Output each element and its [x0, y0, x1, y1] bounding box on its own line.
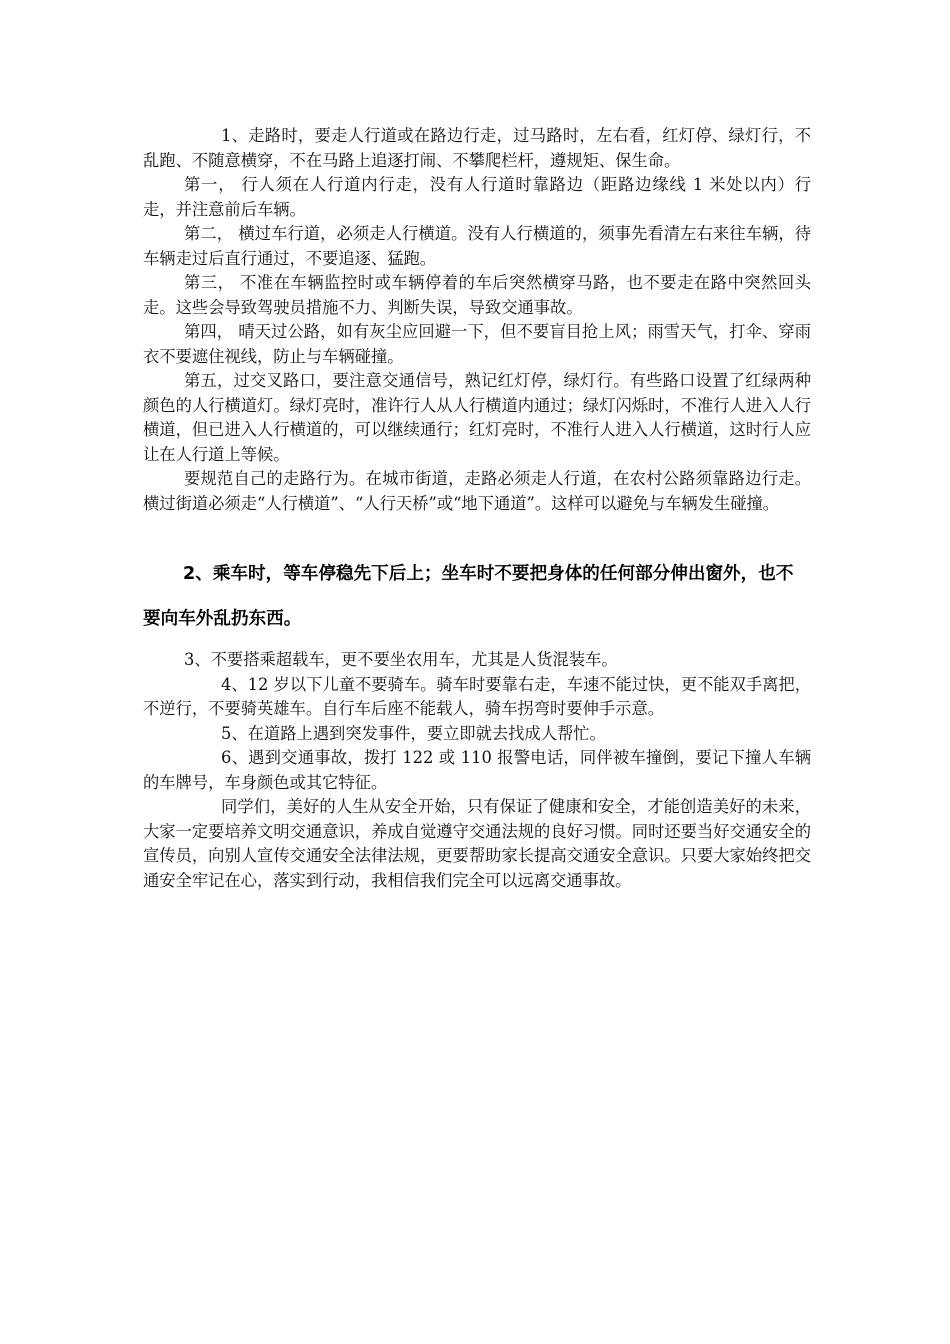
walking-rule-3: 第三， 不准在车辆监控时或车辆停着的车后突然横穿马路，也不要走在路中突然回头走。这些会导致驾驶员措施不力、判断失误，导致交通事故。: [143, 273, 811, 317]
section-other-rules: [143, 648, 811, 893]
walking-rule-2: 第二， 横过车行道，必须走人行横道。没有人行横道的，须事先看清左右来往车辆，待车辆走过后直行通过，不要追逐、猛跑。: [143, 224, 811, 268]
walking-rule-1: 第一， 行人须在人行道内行走，没有人行道时靠路边（距路边缘线 1 米处以内）行走，并注意前后车辆。: [143, 175, 811, 219]
walking-rule-5: 第五，过交叉路口，要注意交通信号，熟记红灯停，绿灯行。有些路口设置了红绿两种颜色的人行横道灯。绿灯亮时，准许行人从人行横道内通过；绿灯闪烁时，不准行人进入人行横道，但已进入人行横道的，可以继续通行；红灯亮时，不准行人进入人行横道，这时行人应让在人行道上等候。: [143, 371, 811, 464]
walking-summary: 要规范自己的走路行为。在城市街道，走路必须走人行道，在农村公路须靠路边行走。横过街道必须走“人行横道”、“人行天桥”或“地下通道”。这样可以避免与车辆发生碰撞。: [143, 469, 811, 513]
closing-paragraph: 同学们，美好的人生从安全开始，只有保证了健康和安全，才能创造美好的未来，大家一定要培养文明交通意识，养成自觉遵守交通法规的良好习惯。同时还要当好交通安全的宣传员，向别人宣传交通安全法律法规，更要帮助家长提高交通安全意识。只要大家始终把交通安全牢记在心，落实到行动，我相信我们完全可以远离交通事故。: [143, 797, 811, 890]
walking-intro: 1、走路时，要走人行道或在路边行走，过马路时，左右看，红灯停、绿灯行，不乱跑、不随意横穿，不在马路上追逐打闹、不攀爬栏杆，遵规矩、保生命。: [143, 126, 811, 170]
rule-item-5: 5、在道路上遇到突发事件，要立即就去找成人帮忙。: [221, 723, 606, 743]
rule-item-4: 4、12 岁以下儿童不要骑车。骑车时要靠右走，车速不能过快，更不能双手离把，不逆行，不要骑英雄车。自行车后座不能载人，骑车拐弯时要伸手示意。: [143, 674, 811, 718]
section-walking: [143, 124, 811, 516]
rule-item-6: 6、遇到交通事故，拨打 122 或 110 报警电话，同伴被车撞倒，要记下撞人车辆的车牌号，车身颜色或其它特征。: [143, 748, 811, 792]
riding-heading: 2、乘车时，等车停稳先下后上；坐车时不要把身体的任何部分伸出窗外，也不要向车外乱扔东西。: [143, 564, 794, 629]
rule-item-3: 3、不要搭乘超载车，更不要坐农用车，尤其是人货混装车。: [184, 650, 618, 669]
walking-rule-4: 第四， 晴天过公路，如有灰尘应回避一下，但不要盲目抢上风；雨雪天气，打伞、穿雨衣不要遮住视线，防止与车辆碰撞。: [143, 322, 811, 366]
